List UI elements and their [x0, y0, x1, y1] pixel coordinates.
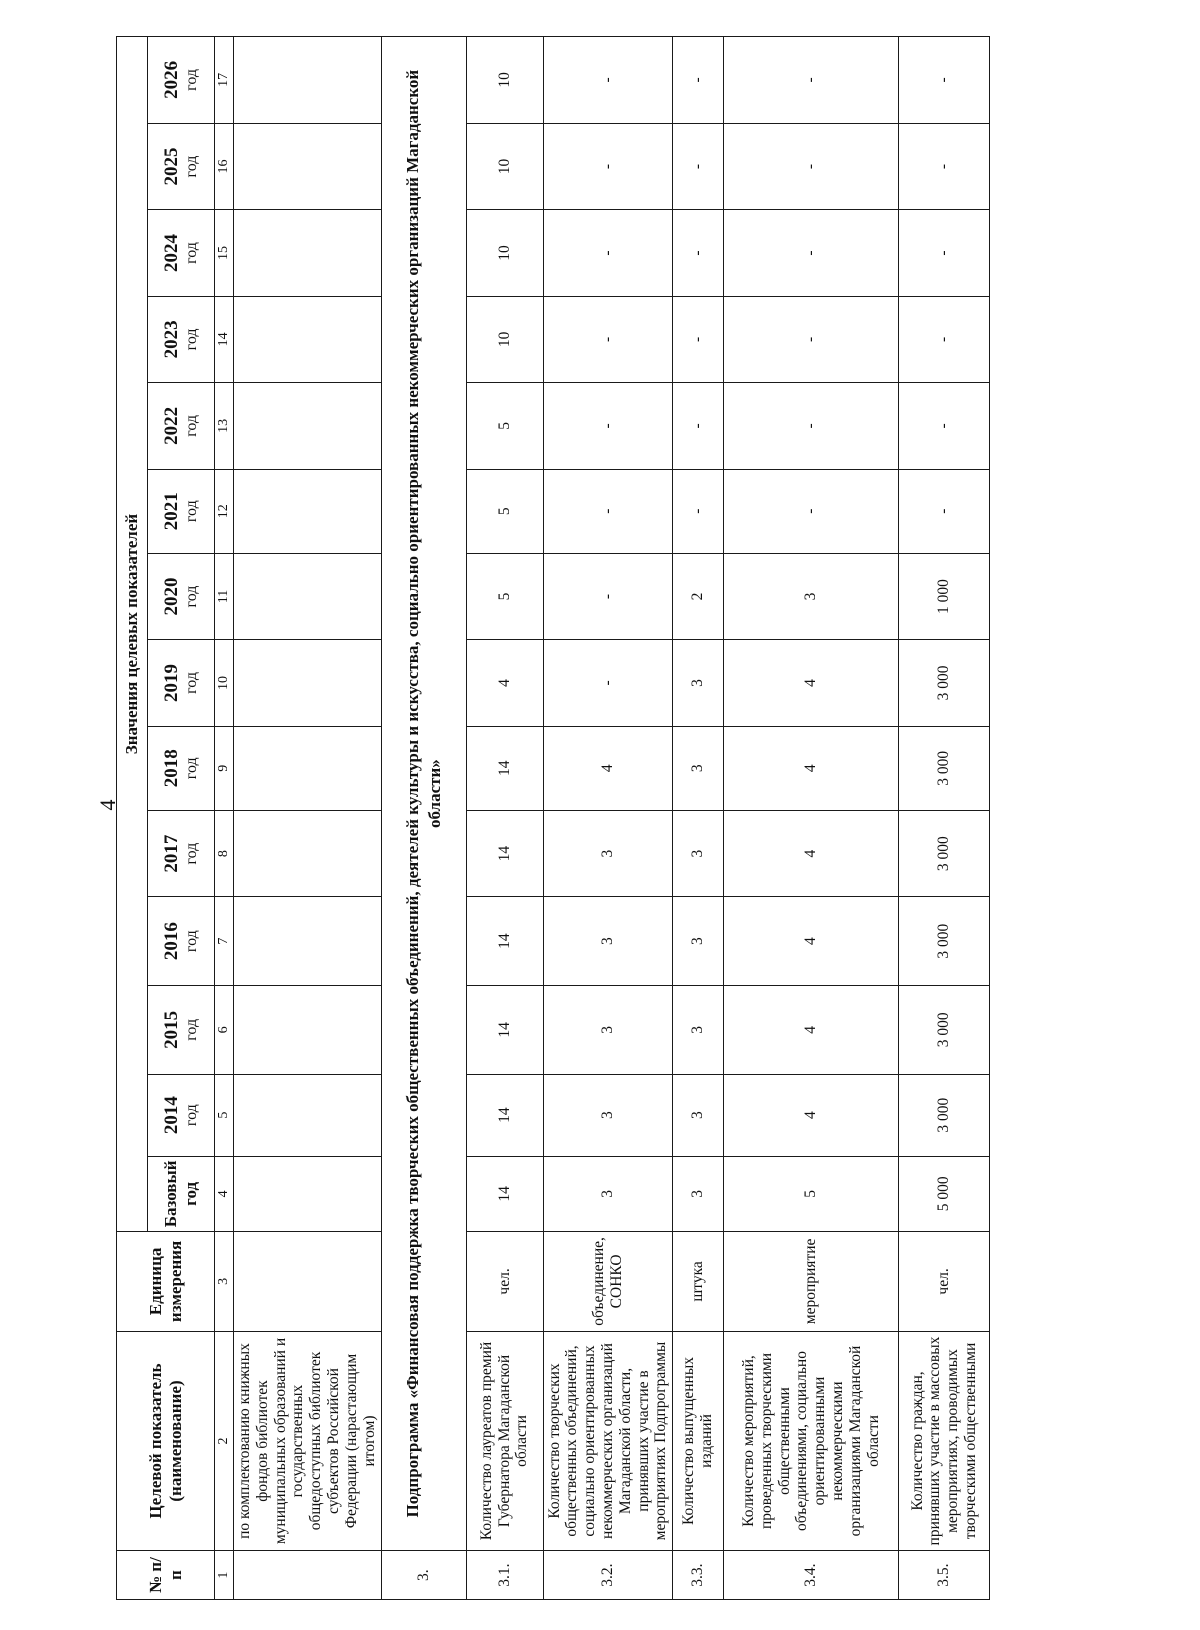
year-value: 4: [724, 810, 899, 896]
year-label: 2018: [160, 749, 182, 788]
col-year-header: [148, 726, 215, 810]
base-value: 3: [673, 1156, 724, 1231]
year-value: 3 000: [899, 986, 990, 1075]
empty-cell: [234, 897, 382, 986]
year-value: -: [673, 296, 724, 382]
col-year-header: [148, 897, 215, 986]
col-number: 12: [215, 469, 234, 553]
unit-cell: штука: [673, 1232, 724, 1332]
page-number: 4: [95, 799, 120, 811]
year-value: -: [543, 123, 673, 209]
year-suffix: год: [182, 842, 200, 865]
col-year-header: [148, 986, 215, 1075]
subprogram-row: [381, 37, 466, 1600]
year-label: 2022: [160, 406, 182, 445]
year-label: 2015: [160, 1010, 182, 1049]
subprogram-title: Подпрограмма «Финансовая поддержка творческих общественных объединений, деятелей культуры и искусства, социально ориентированных некоммерческих организаций Магаданской области»: [381, 37, 466, 1551]
year-suffix: год: [182, 414, 200, 437]
empty-cell: [234, 1156, 382, 1231]
year-label: 2026: [160, 60, 182, 99]
year-value: -: [673, 383, 724, 469]
year-suffix: год: [182, 930, 200, 953]
unit-cell: мероприятие: [724, 1232, 899, 1332]
col-number: 9: [215, 726, 234, 810]
col-number: 10: [215, 640, 234, 726]
year-suffix: год: [182, 500, 200, 523]
col-number: 16: [215, 123, 234, 209]
year-suffix: год: [182, 757, 200, 780]
year-value: 14: [466, 726, 543, 810]
year-label: 2019: [160, 663, 182, 702]
year-value: -: [543, 553, 673, 639]
col-base-header: Базовый год: [148, 1156, 215, 1231]
col-number: 2: [215, 1331, 234, 1550]
base-value: 5 000: [899, 1156, 990, 1231]
year-value: 3: [543, 986, 673, 1075]
empty-cell: [234, 210, 382, 296]
col-year-header: [148, 469, 215, 553]
col-year-header: [148, 123, 215, 209]
year-value: 5: [466, 553, 543, 639]
year-value: 10: [466, 210, 543, 296]
empty-cell: [234, 469, 382, 553]
col-year-header: [148, 640, 215, 726]
subprogram-number: 3.: [381, 1551, 466, 1600]
row-number: 3.1.: [466, 1551, 543, 1600]
col-year-header: [148, 553, 215, 639]
table-row: [724, 37, 899, 1600]
year-value: 3 000: [899, 726, 990, 810]
col-num-header: № п/п: [117, 1551, 215, 1600]
col-unit-header: Единица измерения: [117, 1232, 215, 1332]
year-value: 3: [543, 810, 673, 896]
col-year-header: [148, 210, 215, 296]
year-value: 10: [466, 37, 543, 124]
year-value: -: [543, 210, 673, 296]
empty-cell: [234, 383, 382, 469]
year-value: 3: [724, 553, 899, 639]
year-label: 2014: [160, 1096, 182, 1135]
year-value: -: [899, 469, 990, 553]
indicator-name: Количество творческих общественных объединений, социально ориентированных некоммерческих организаций Магаданской области, принявших участие в мероприятиях Подпрограммы: [543, 1331, 673, 1550]
indicator-name: Количество мероприятий, проведенных творческими общественными объединениями, социально ориентированными некоммерческими организациями Магаданской области: [724, 1331, 899, 1550]
column-numbers-row: [215, 37, 234, 1600]
year-label: 2024: [160, 233, 182, 272]
year-value: -: [899, 383, 990, 469]
year-value: 3: [673, 640, 724, 726]
year-label: 2021: [160, 492, 182, 531]
year-value: 1 000: [899, 553, 990, 639]
year-value: 3 000: [899, 1074, 990, 1156]
year-value: 5: [466, 469, 543, 553]
col-number: 17: [215, 37, 234, 124]
year-label: 2023: [160, 320, 182, 359]
year-value: 14: [466, 810, 543, 896]
year-value: -: [899, 123, 990, 209]
year-value: 14: [466, 897, 543, 986]
col-year-header: [148, 383, 215, 469]
year-suffix: год: [182, 328, 200, 351]
year-value: 4: [724, 726, 899, 810]
col-number: 5: [215, 1074, 234, 1156]
year-value: -: [724, 383, 899, 469]
year-value: -: [543, 640, 673, 726]
unit-cell: чел.: [899, 1232, 990, 1332]
rotated-table-container: [116, 36, 1200, 1600]
year-suffix: год: [182, 672, 200, 694]
year-suffix: год: [182, 68, 200, 91]
year-value: -: [673, 210, 724, 296]
year-label: 2017: [160, 834, 182, 873]
header-row-1: [117, 37, 148, 1600]
unit-cell: чел.: [466, 1232, 543, 1332]
year-value: 14: [466, 1074, 543, 1156]
empty-cell: [234, 37, 382, 124]
row-number: 3.2.: [543, 1551, 673, 1600]
values-group-header: Значения целевых показателей: [117, 37, 148, 1232]
target-indicators-table: [116, 36, 990, 1600]
year-value: 2: [673, 553, 724, 639]
year-value: 3: [673, 726, 724, 810]
col-number: 4: [215, 1156, 234, 1231]
row-number: 3.5.: [899, 1551, 990, 1600]
row-number: 3.3.: [673, 1551, 724, 1600]
empty-cell: [234, 123, 382, 209]
col-number: 6: [215, 986, 234, 1075]
empty-cell: [234, 810, 382, 896]
empty-cell: [234, 1074, 382, 1156]
row-number: [234, 1551, 382, 1600]
year-value: 4: [724, 640, 899, 726]
col-number: 13: [215, 383, 234, 469]
year-value: -: [673, 469, 724, 553]
year-value: -: [724, 296, 899, 382]
year-label: 2016: [160, 922, 182, 961]
empty-cell: [234, 553, 382, 639]
year-value: 3 000: [899, 640, 990, 726]
year-value: -: [543, 296, 673, 382]
indicator-name: Количество выпущенных изданий: [673, 1331, 724, 1550]
year-value: -: [724, 37, 899, 124]
year-value: 4: [724, 986, 899, 1075]
col-number: 14: [215, 296, 234, 382]
year-value: 4: [543, 726, 673, 810]
year-suffix: год: [182, 1018, 200, 1041]
year-suffix: год: [182, 1104, 200, 1127]
year-value: -: [724, 210, 899, 296]
year-value: 14: [466, 986, 543, 1075]
col-year-header: [148, 296, 215, 382]
indicator-name: Количество граждан, принявших участие в массовых мероприятиях, проводимых творческими общественными: [899, 1331, 990, 1550]
year-value: -: [673, 37, 724, 124]
year-label: 2025: [160, 147, 182, 186]
year-value: 3: [543, 1074, 673, 1156]
year-value: 10: [466, 296, 543, 382]
year-value: 3: [543, 897, 673, 986]
empty-cell: [234, 986, 382, 1075]
col-number: 1: [215, 1551, 234, 1600]
empty-cell: [234, 296, 382, 382]
year-value: -: [673, 123, 724, 209]
year-suffix: год: [182, 242, 200, 264]
indicator-name: Количество лауреатов премий Губернатора Магаданской области: [466, 1331, 543, 1550]
table-row: [543, 37, 673, 1600]
col-year-header: [148, 37, 215, 124]
year-value: -: [543, 469, 673, 553]
empty-cell: [234, 726, 382, 810]
base-value: 3: [543, 1156, 673, 1231]
year-value: 4: [466, 640, 543, 726]
empty-cell: [234, 640, 382, 726]
year-value: -: [899, 210, 990, 296]
col-number: 3: [215, 1232, 234, 1332]
year-value: 3 000: [899, 897, 990, 986]
col-number: 8: [215, 810, 234, 896]
year-suffix: год: [182, 585, 200, 608]
year-value: 3 000: [899, 810, 990, 896]
base-value: 5: [724, 1156, 899, 1231]
year-value: -: [543, 383, 673, 469]
year-value: 4: [724, 1074, 899, 1156]
continuation-row: [234, 37, 382, 1600]
table-row: [466, 37, 543, 1600]
unit-cell: объединение, СОНКО: [543, 1232, 673, 1332]
base-value: 14: [466, 1156, 543, 1231]
col-name-header: Целевой показатель (наименование): [117, 1331, 215, 1550]
col-number: 15: [215, 210, 234, 296]
year-value: 3: [673, 1074, 724, 1156]
col-number: 7: [215, 897, 234, 986]
year-value: -: [899, 296, 990, 382]
indicator-name: по комплектованию книжных фондов библиотек муниципальных образований и государственных общедоступных библиотек субъектов Российской Федерации (нарастающим итогом): [234, 1331, 382, 1550]
year-value: 10: [466, 123, 543, 209]
year-value: 3: [673, 810, 724, 896]
year-suffix: год: [182, 155, 200, 178]
year-value: -: [899, 37, 990, 124]
year-value: -: [543, 37, 673, 124]
year-value: 5: [466, 383, 543, 469]
table-row: [899, 37, 990, 1600]
table-row: [673, 37, 724, 1600]
col-year-header: [148, 810, 215, 896]
year-value: 3: [673, 897, 724, 986]
year-value: 3: [673, 986, 724, 1075]
row-number: 3.4.: [724, 1551, 899, 1600]
year-value: -: [724, 469, 899, 553]
year-value: 4: [724, 897, 899, 986]
col-number: 11: [215, 553, 234, 639]
year-label: 2020: [160, 577, 182, 616]
col-year-header: [148, 1074, 215, 1156]
empty-cell: [234, 1232, 382, 1332]
year-value: -: [724, 123, 899, 209]
